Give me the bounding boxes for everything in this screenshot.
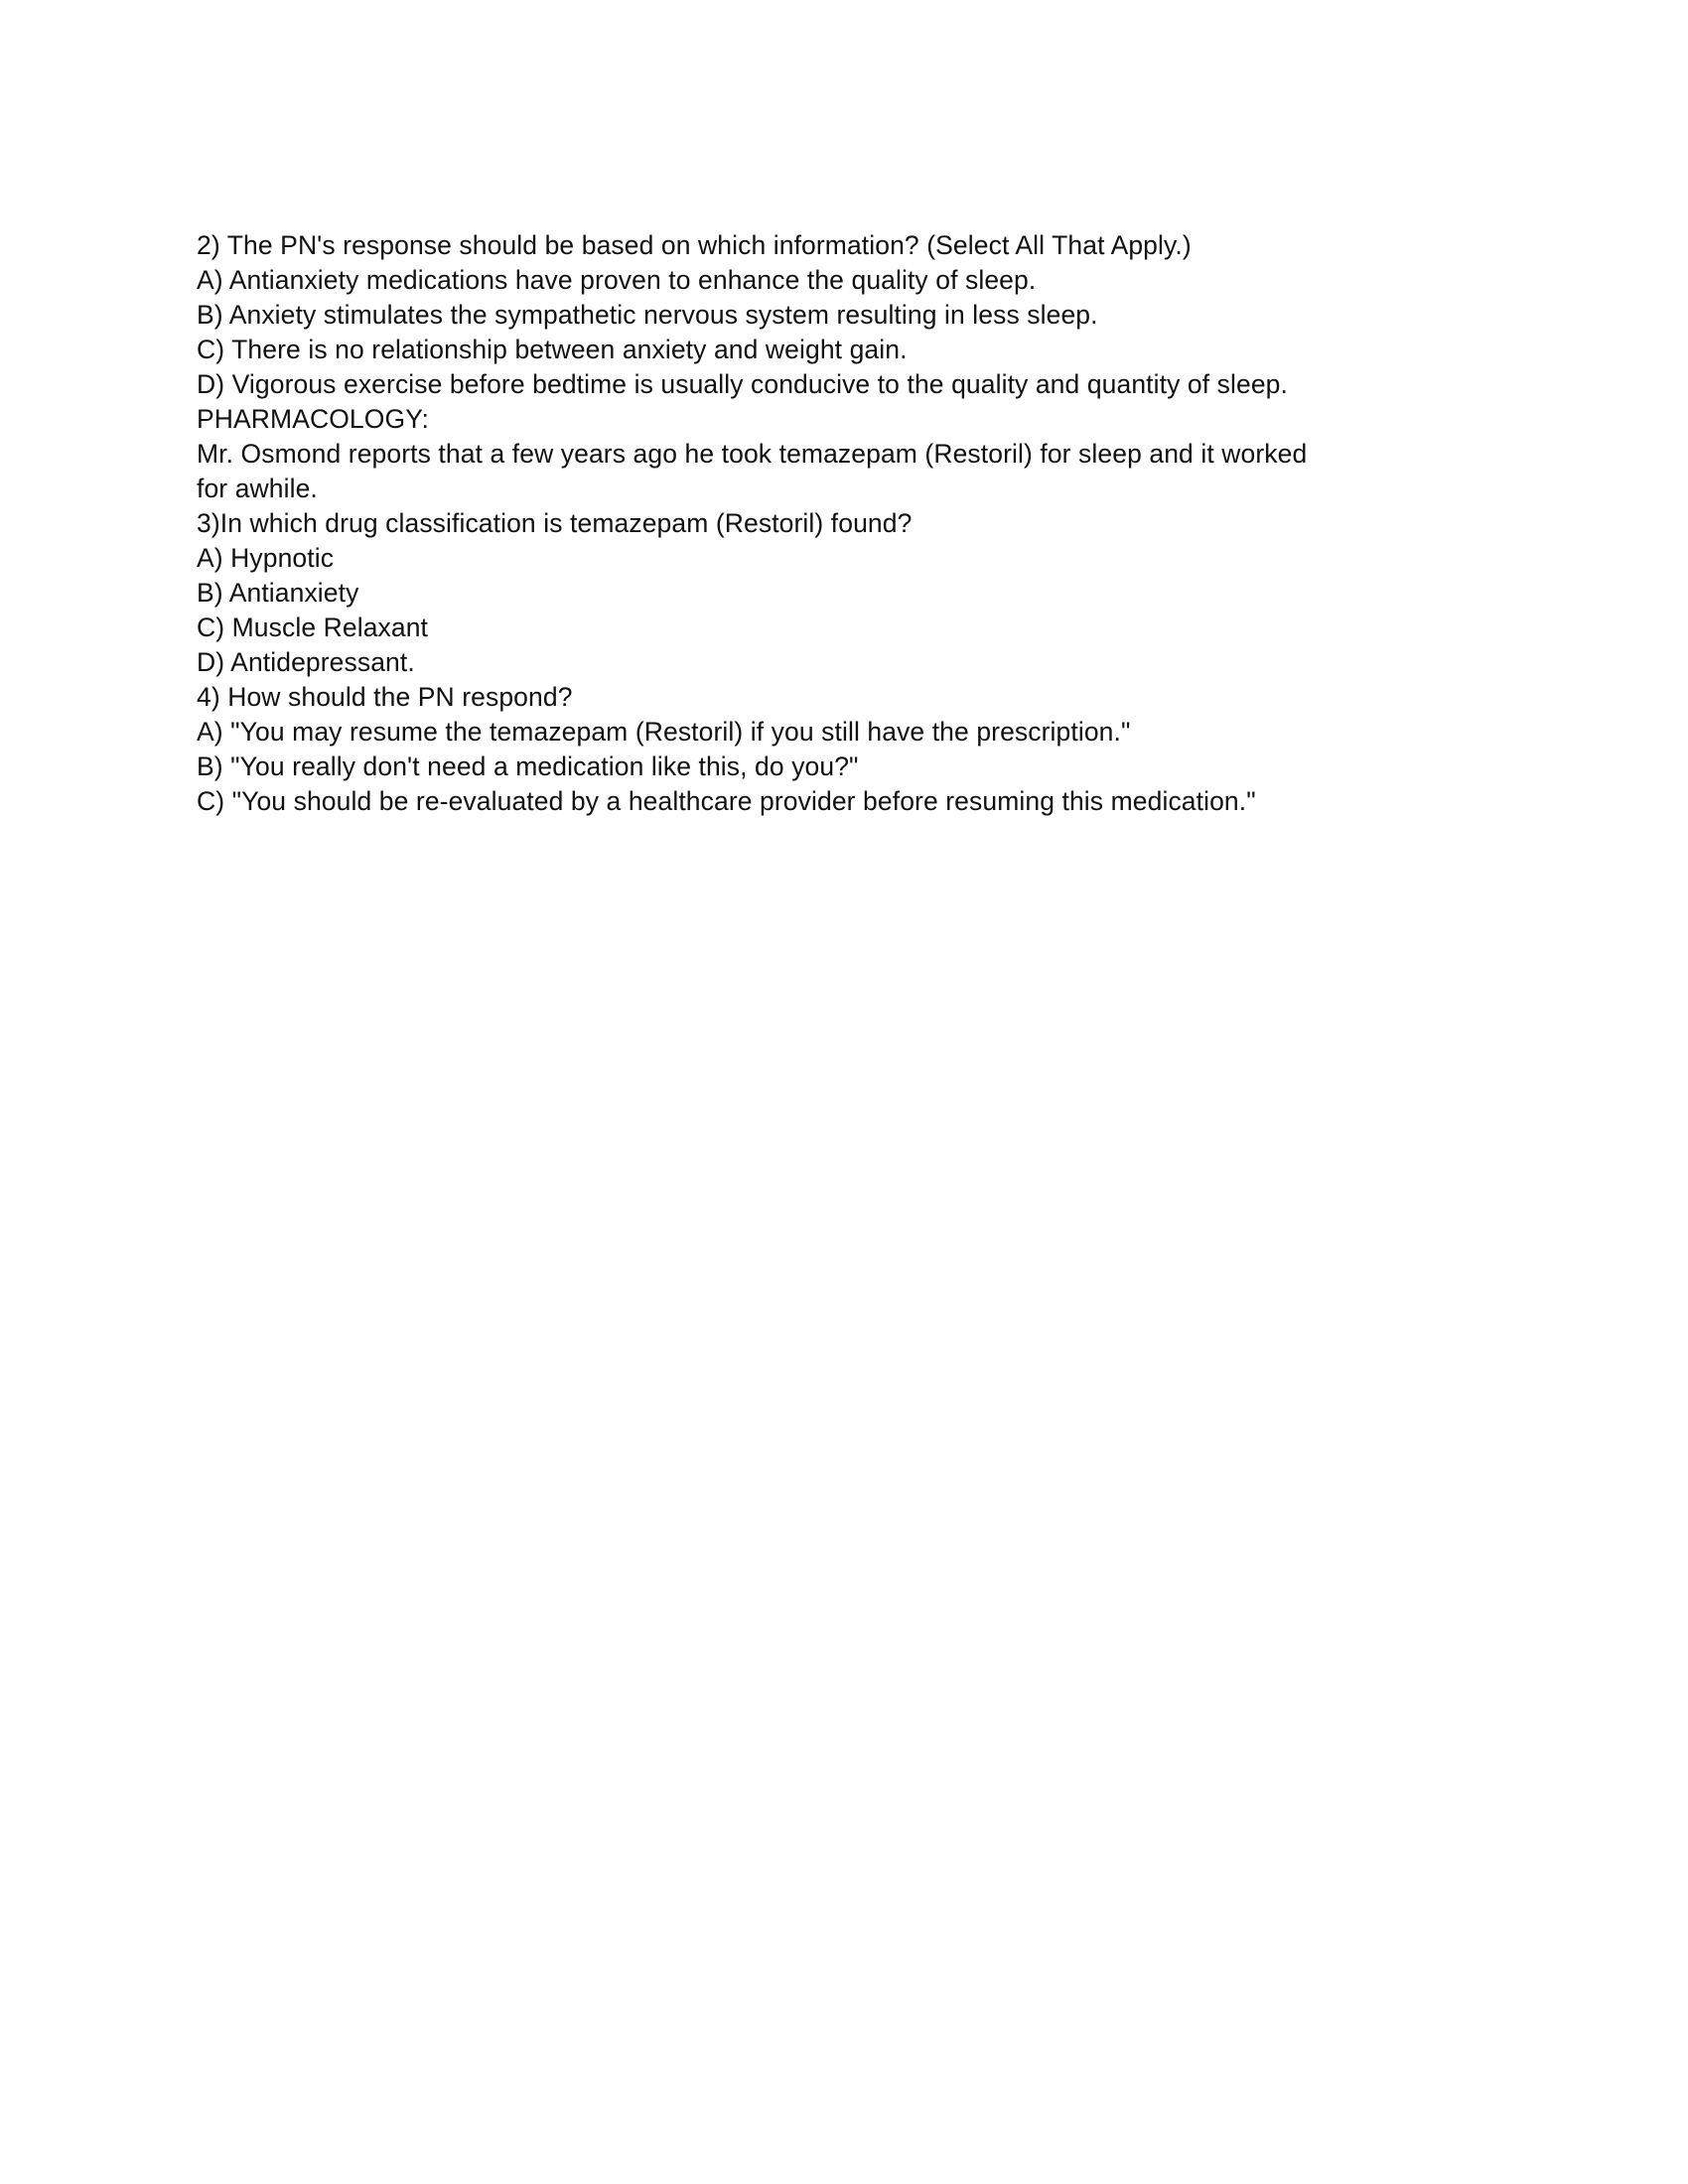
question-4-option-b: B) "You really don't need a medication like this, do you?": [197, 751, 859, 781]
question-3-option-d: D) Antidepressant.: [197, 646, 415, 677]
section-heading-pharmacology: PHARMACOLOGY:: [197, 403, 429, 434]
scenario-text-line-1: Mr. Osmond reports that a few years ago he took temazepam (Restoril) for sleep and it worked: [197, 438, 1308, 469]
document-body: [197, 228, 1477, 818]
question-3-option-c: C) Muscle Relaxant: [197, 612, 429, 642]
question-2-option-b: B) Anxiety stimulates the sympathetic nervous system resulting in less sleep.: [197, 299, 1098, 330]
question-2-option-a: A) Antianxiety medications have proven to enhance the quality of sleep.: [197, 264, 1037, 295]
question-2-option-d: D) Vigorous exercise before bedtime is usually conducive to the quality and quantity of sleep.: [197, 368, 1288, 399]
question-3-option-a: A) Hypnotic: [197, 542, 335, 573]
question-2-stem: 2) The PN's response should be based on which information? (Select All That Apply.): [197, 230, 1192, 260]
question-2-option-c: C) There is no relationship between anxiety and weight gain.: [197, 334, 908, 364]
question-4-stem: 4) How should the PN respond?: [197, 681, 573, 712]
question-4-option-c: C) "You should be re-evaluated by a healthcare provider before resuming this medication.": [197, 785, 1256, 816]
question-4-option-a: A) "You may resume the temazepam (Restoril) if you still have the prescription.": [197, 716, 1131, 747]
scenario-text-line-2: for awhile.: [197, 473, 318, 503]
question-3-stem: 3)In which drug classification is temazepam (Restoril) found?: [197, 507, 913, 538]
question-3-option-b: B) Antianxiety: [197, 577, 359, 608]
